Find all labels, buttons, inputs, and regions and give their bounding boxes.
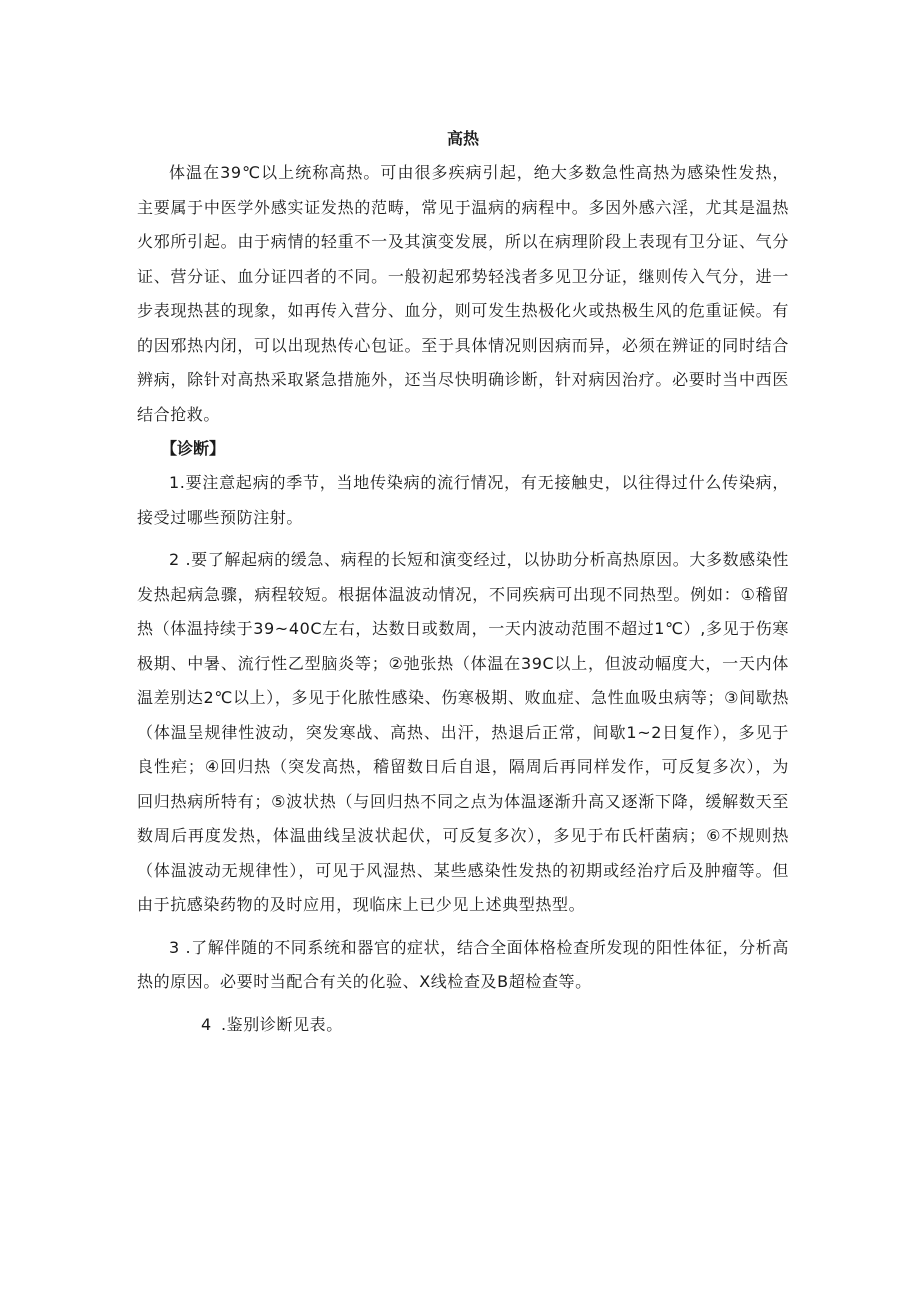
diagnosis-item-2: 2 .要了解起病的缓急、病程的长短和演变经过，以协助分析高热原因。大多数感染性发热起病急骤，病程较短。根据体温波动情况，不同疾病可出现不同热型。例如：①稽留热（体温持续于39~40C左右，达数日或数周，一天内波动范围不超过1℃）,多见于伤寒极期、中暑、流行性乙型脑炎等；②弛张热（体温在39C以上，但波动幅度大，一天内体温差别达2℃以上），多见于化脓性感染、伤寒极期、败血症、急性血吸虫病等；③间歇热（体温呈规律性波动，突发寒战、高热、出汗，热退后正常，间歇1~2日复作），多见于良性疟；④回归热（突发高热，稽留数日后自退，隔周后再同样发作，可反复多次），为回归热病所特有；⑤波状热（与回归热不同之点为体温逐渐升高又逐渐下降，缓解数天至数周后再度发热，体温曲线呈波状起伏，可反复多次），多见于布氏杆菌病；⑥不规则热（体温波动无规律性），可见于风湿热、某些感染性发热的初期或经治疗后及肿瘤等。但由于抗感染药物的及时应用，现临床上已少见上述典型热型。 — [137, 550, 789, 914]
diagnosis-item-1: 1.要注意起病的季节，当地传染病的流行情况，有无接触史，以往得过什么传染病，接受过哪些预防注射。 — [137, 473, 789, 527]
diagnosis-item-4 — [137, 1008, 789, 1043]
diagnosis-item-4-text: .鉴别诊断见表。 — [221, 1014, 343, 1034]
diagnosis-item-4-number: 4 — [201, 1014, 212, 1034]
diagnosis-item-3: 3 .了解伴随的不同系统和器官的症状，结合全面体格检查所发现的阳性体征，分析高热的原因。必要时当配合有关的化验、X线检查及B超检查等。 — [137, 937, 789, 991]
document-body — [137, 128, 789, 1042]
page-title: 高热 — [446, 129, 479, 148]
diagnosis-heading: 【诊断】 — [161, 439, 226, 458]
intro-paragraph: 体温在39℃以上统称高热。可由很多疾病引起，绝大多数急性高热为感染性发热，主要属于中医学外感实证发热的范畴，常见于温病的病程中。多因外感六淫，尤其是温热火邪所引起。由于病情的轻重不一及其演变发展，所以在病理阶段上表现有卫分证、气分证、营分证、血分证四者的不同。一般初起邪势轻浅者多见卫分证，继则传入气分，进一步表现热甚的现象，如再传入营分、血分，则可发生热极化火或热极生风的危重证候。有的因邪热内闭，可以出现热传心包证。至于具体情况则因病而异，必须在辨证的同时结合辨病，除针对高热采取紧急措施外，还当尽快明确诊断，针对病因治疗。必要时当中西医结合抢救。 — [137, 163, 789, 424]
